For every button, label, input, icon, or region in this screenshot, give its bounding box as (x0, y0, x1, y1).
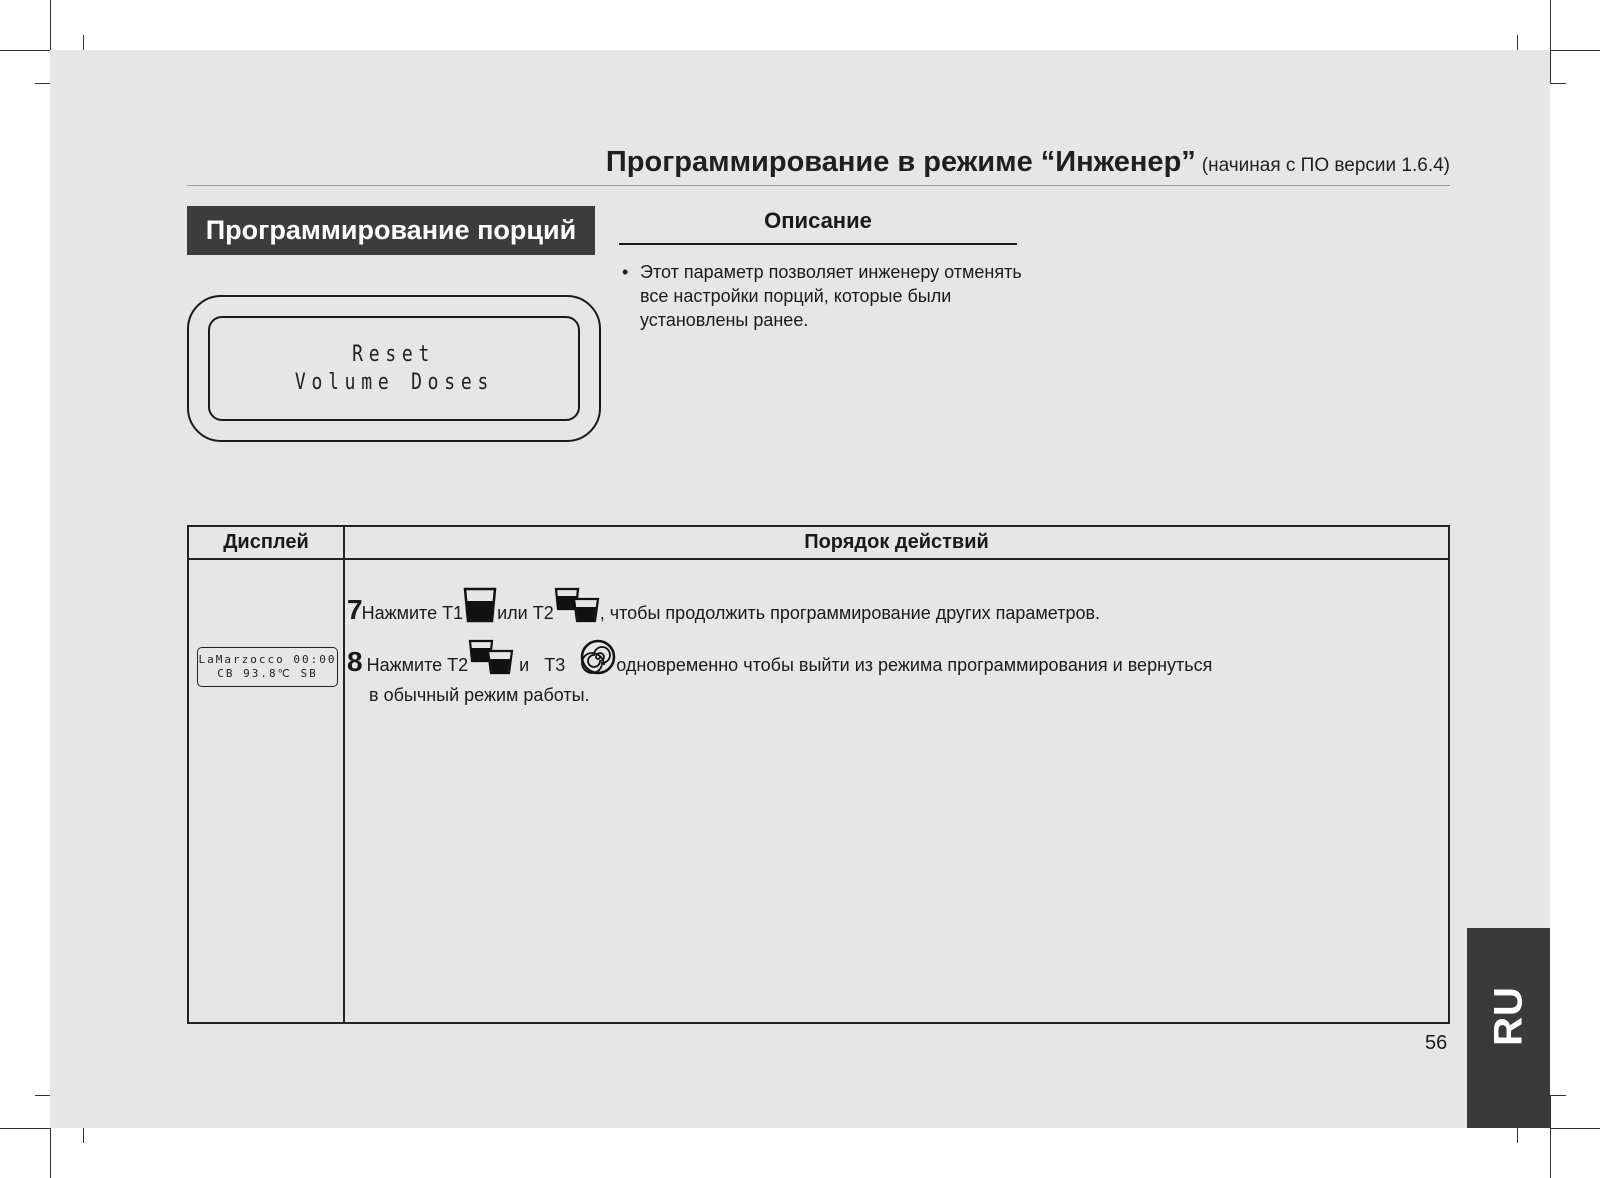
lcd-line-2: Volume Doses (294, 369, 494, 395)
language-label: RU (1486, 986, 1530, 1046)
list-item (622, 260, 1022, 332)
language-tab (1467, 928, 1550, 1128)
description-list (622, 260, 1022, 332)
table-header-divider (189, 558, 1448, 560)
table-header-display: Дисплей (223, 531, 309, 553)
step-text: одновременно чтобы выйти из режима программирования и вернуться (616, 655, 1213, 675)
single-cup-icon (463, 587, 497, 628)
description-text: Этот параметр позволяет инженеру отменять все настройки порций, которые были установлены ранее. (640, 262, 1022, 330)
header-divider (187, 185, 1450, 186)
double-cup-icon (468, 639, 514, 680)
header-subtitle: (начиная с ПО версии 1.6.4) (1201, 155, 1450, 176)
spiral-icon (580, 639, 616, 680)
table-header-actions: Порядок действий (804, 531, 989, 553)
table-column-divider (343, 527, 345, 1022)
display-lcd (197, 647, 338, 687)
description-divider (619, 243, 1017, 245)
lcd-screen (208, 316, 580, 421)
step-text: Нажмите T1 (361, 603, 464, 623)
bullet-icon: • (622, 262, 629, 282)
step-8-continuation: в обычный режим работы. (369, 685, 590, 705)
step-8 (347, 639, 1212, 680)
step-text: , чтобы продолжить программирование других параметров. (599, 603, 1101, 623)
display-lcd-line-2: CB 93.8℃ SB (217, 667, 318, 680)
actions-table (187, 525, 1450, 1024)
display-lcd-line-1: LaMarzocco 00:00 (198, 653, 337, 666)
page-number: 56 (1425, 1032, 1448, 1054)
lcd-line-1: Reset (352, 341, 436, 367)
step-text: T3 (544, 655, 566, 675)
header-title: Программирование в режиме “Инженер” (605, 146, 1196, 178)
section-title: Программирование порций (187, 206, 595, 255)
description-title: Описание (764, 208, 872, 233)
step-text: или T2 (497, 603, 554, 623)
step-7 (347, 587, 1100, 628)
step-number: 7 (347, 594, 362, 625)
double-cup-icon (554, 587, 600, 628)
step-text: Нажмите T2 (366, 655, 469, 675)
page-header (606, 146, 1450, 179)
lcd-display (187, 295, 601, 442)
step-number: 8 (347, 646, 362, 677)
step-text: и (519, 655, 530, 675)
